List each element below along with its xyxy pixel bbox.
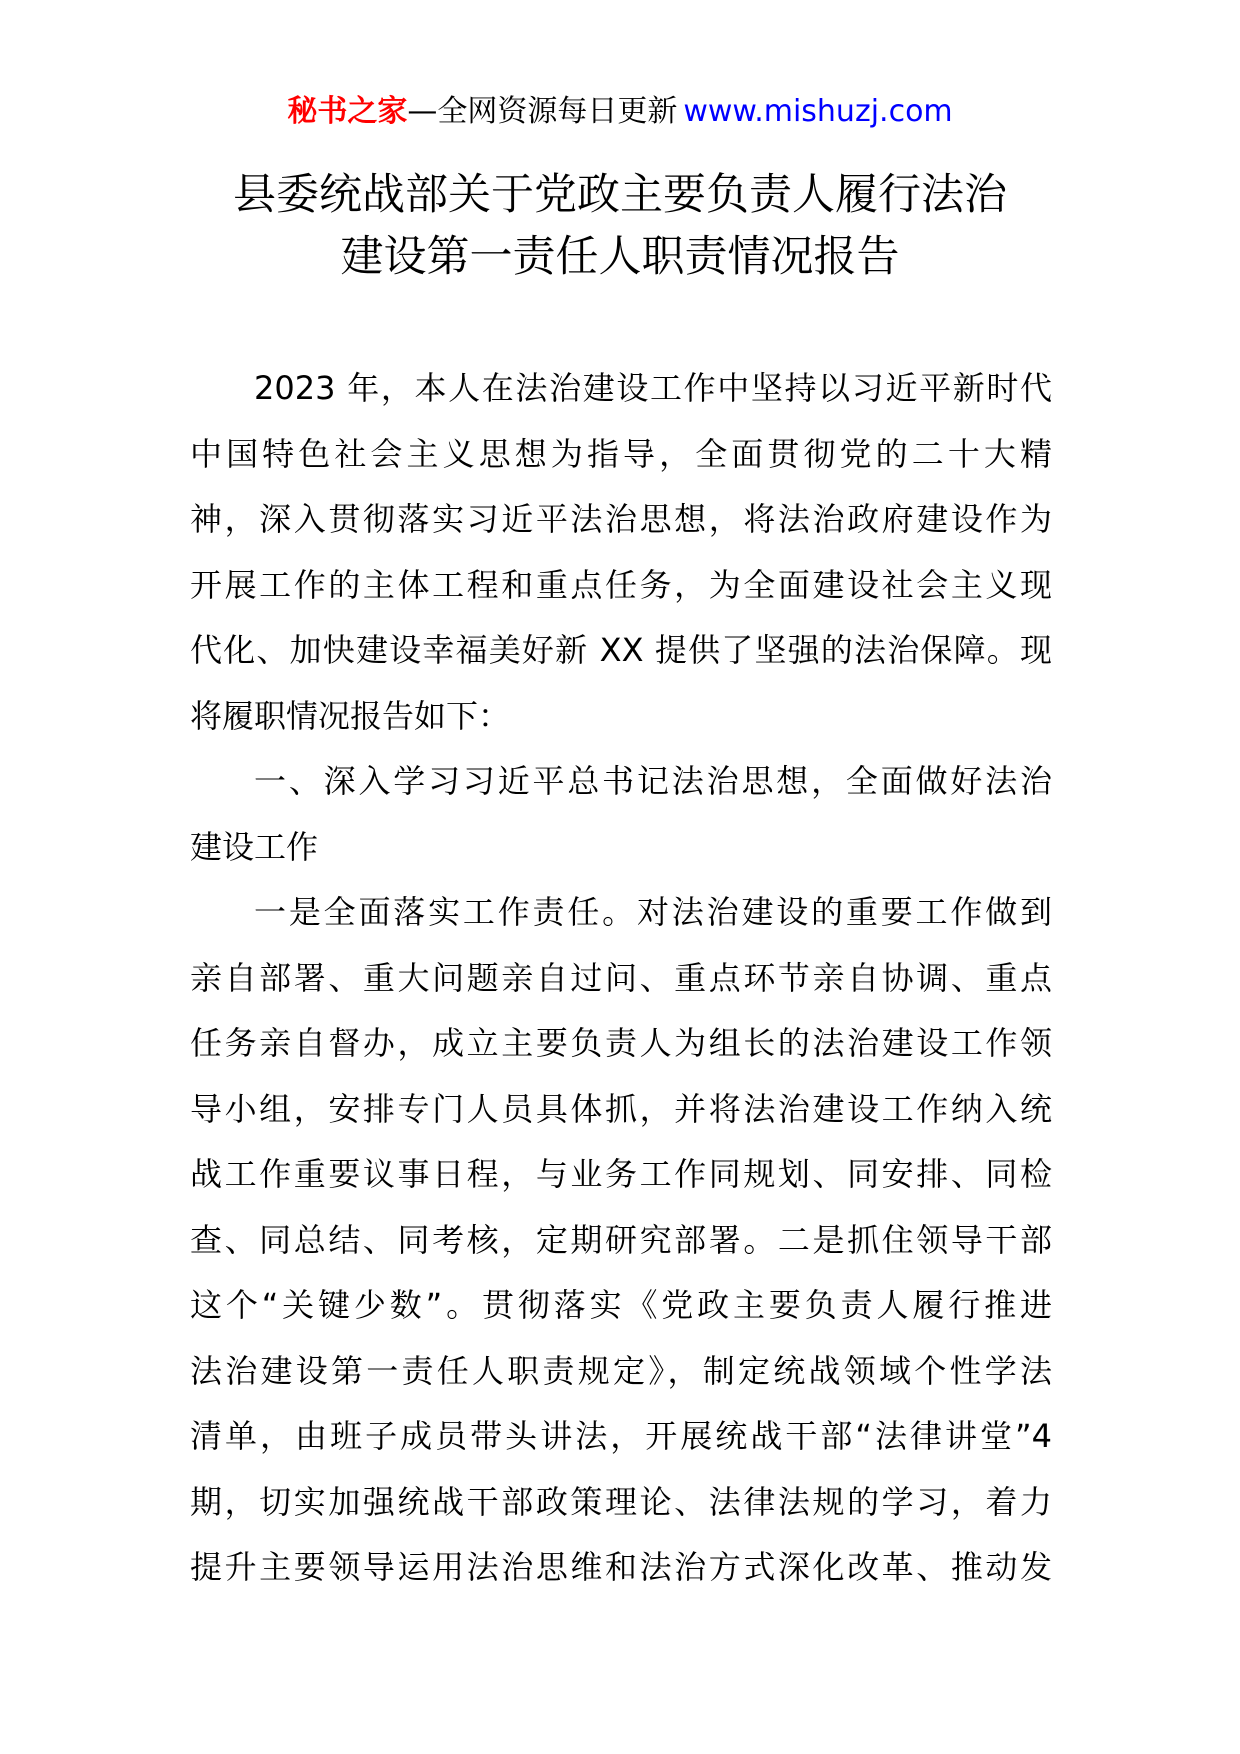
- body-line: 开展工作的主体工程和重点任务，为全面建设社会主义现: [190, 565, 1052, 604]
- site-url-link[interactable]: www.mishuzj.com: [683, 94, 953, 129]
- body-line: 神，深入贯彻落实习近平法治思想，将法治政府建设作为: [190, 500, 1052, 538]
- site-brand: 秘书之家: [287, 94, 408, 129]
- body-line: 查、同总结、同考核，定期研究部署。二是抓住领导干部: [190, 1220, 1052, 1259]
- body-line: 2023 年，本人在法治建设工作中坚持以习近平新时代: [254, 369, 1052, 407]
- body-line: 将履职情况报告如下：: [190, 696, 511, 735]
- site-slogan: —全网资源每日更新: [407, 94, 678, 129]
- body-line: 提升主要领导运用法治思维和法治方式深化改革、推动发: [190, 1548, 1052, 1586]
- body-line: 期，切实加强统战干部政策理论、法律法规的学习，着力: [190, 1482, 1052, 1521]
- body-line: 一是全面落实工作责任。对法治建设的重要工作做到: [254, 893, 1052, 931]
- body-line: 导小组，安排专门人员具体抓，并将法治建设工作纳入统: [190, 1089, 1052, 1128]
- document-title: [0, 164, 1240, 288]
- section-heading-line: 建设工作: [190, 827, 319, 866]
- body-line: 亲自部署、重大问题亲自过问、重点环节亲自协调、重点: [190, 958, 1052, 997]
- body-line: 这个“关键少数”。贯彻落实《党政主要负责人履行推进: [190, 1286, 1052, 1324]
- title-line-1: 县委统战部关于党政主要负责人履行法治: [233, 170, 1007, 220]
- body-line: 任务亲自督办，成立主要负责人为组长的法治建设工作领: [190, 1024, 1052, 1062]
- body-line: 代化、加快建设幸福美好新 XX 提供了坚强的法治保障。现: [190, 631, 1052, 669]
- body-line: 法治建设第一责任人职责规定》，制定统战领域个性学法: [190, 1351, 1052, 1390]
- document-body: [190, 356, 1052, 1601]
- body-line: 中国特色社会主义思想为指导，全面贯彻党的二十大精: [190, 434, 1052, 473]
- site-header: [0, 92, 1240, 132]
- section-heading-line: 一、深入学习习近平总书记法治思想，全面做好法治: [254, 762, 1052, 800]
- body-line: 清单，由班子成员带头讲法，开展统战干部“法律讲堂”4: [190, 1417, 1052, 1455]
- body-line: 战工作重要议事日程，与业务工作同规划、同安排、同检: [190, 1155, 1052, 1193]
- title-line-2: 建设第一责任人职责情况报告: [340, 232, 900, 282]
